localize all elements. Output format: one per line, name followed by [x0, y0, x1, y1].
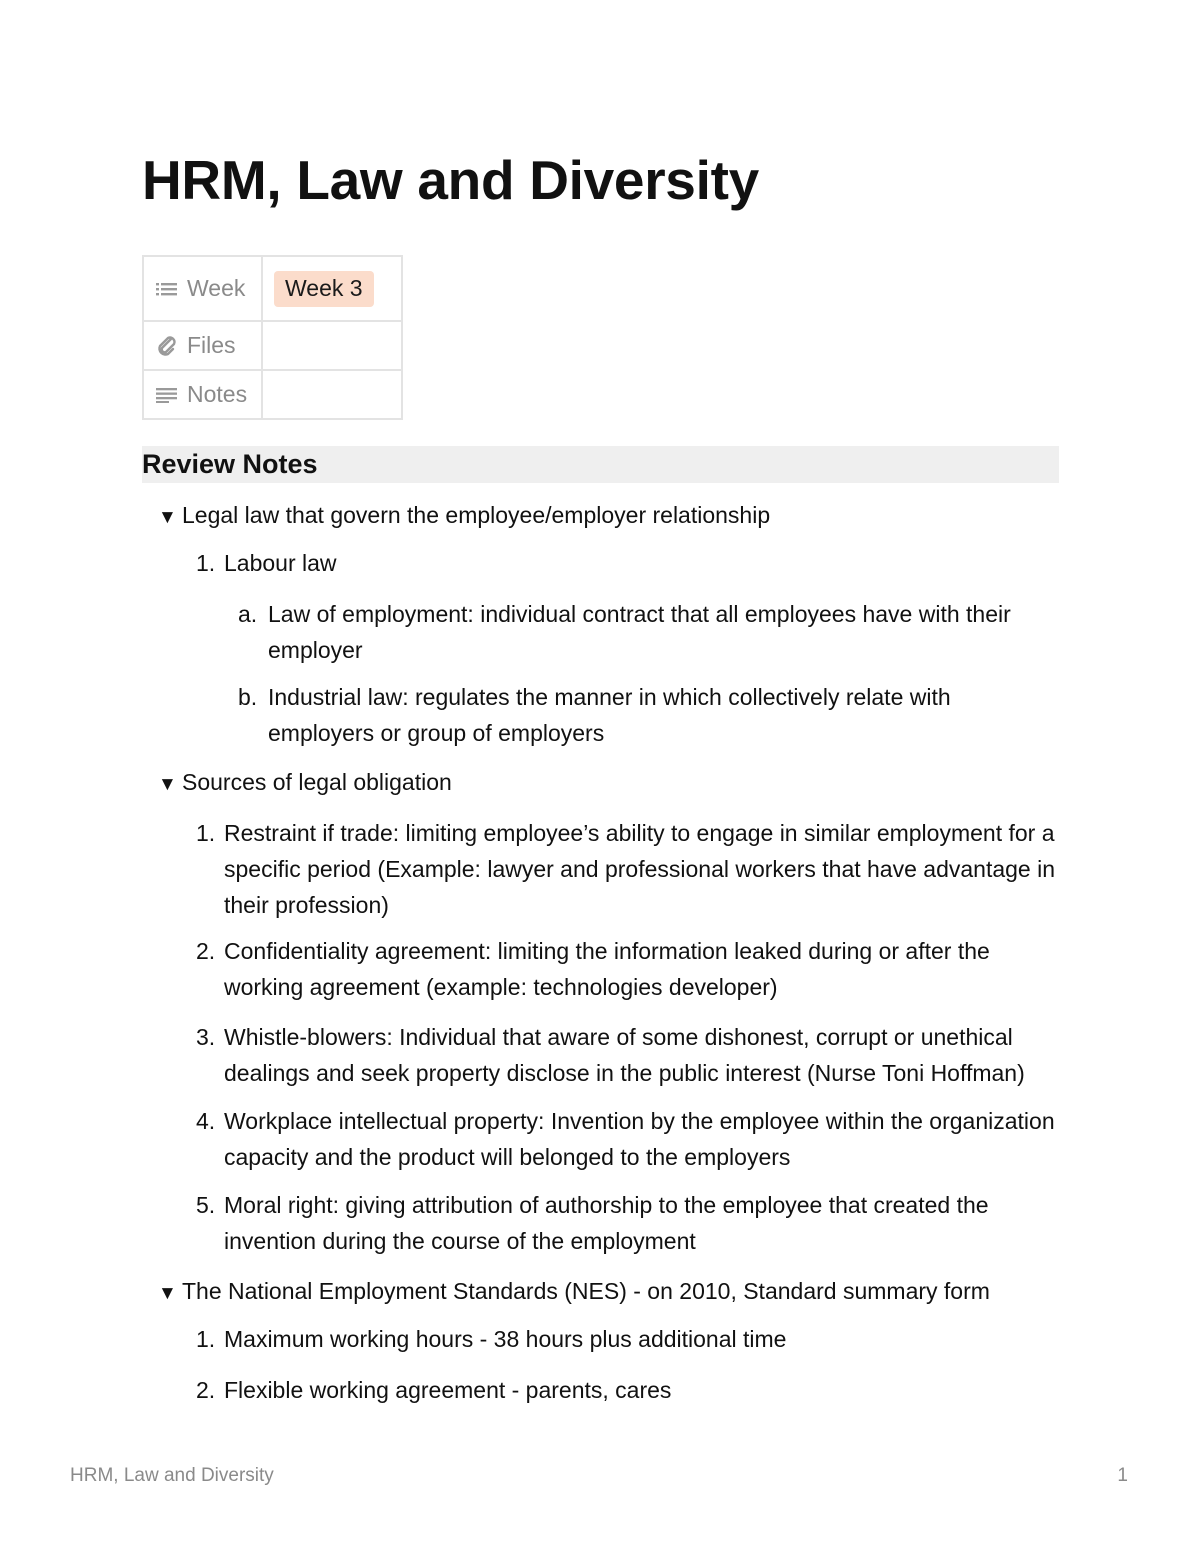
- list-icon: [156, 281, 178, 297]
- list-item-text: Flexible working agreement - parents, cares: [224, 1377, 672, 1403]
- list-item: [196, 1372, 1066, 1408]
- toggle-triangle-icon[interactable]: ▼: [158, 774, 177, 795]
- section-heading: Review Notes: [142, 446, 1059, 483]
- list-item: [196, 933, 1066, 1005]
- toggle-label: The National Employment Standards (NES) - on 2010, Standard summary form: [182, 1278, 990, 1304]
- list-item-text: Confidentiality agreement: limiting the information leaked during or after the working agreement (example: technologies developer): [224, 938, 990, 1000]
- paperclip-icon: [156, 335, 178, 357]
- text-lines-icon: [156, 387, 178, 403]
- list-item-text: Restraint if trade: limiting employee’s ability to engage in similar employment for a specific period (Example: lawyer and professional workers that have advantage in their profession): [224, 820, 1055, 918]
- property-label-week: Week: [187, 275, 246, 301]
- list-subitem: [238, 596, 1058, 668]
- list-item-text: Whistle-blowers: Individual that aware of some dishonest, corrupt or unethical dealings and seek property disclose in the public interest (Nurse Toni Hoffman): [224, 1024, 1025, 1086]
- page-number: 1: [1117, 1465, 1128, 1486]
- list-marker: 2.: [196, 938, 216, 964]
- list-marker: 4.: [196, 1108, 216, 1134]
- list-item-text: Moral right: giving attribution of authorship to the employee that created the invention during the course of the employment: [224, 1192, 989, 1254]
- list-item-text: Maximum working hours - 38 hours plus additional time: [224, 1326, 787, 1352]
- toggle-legal-law[interactable]: [158, 497, 770, 536]
- list-marker: 1.: [196, 550, 216, 576]
- properties-table: [142, 255, 403, 420]
- list-marker: a.: [238, 601, 258, 627]
- list-item: [196, 1019, 1066, 1091]
- list-marker: 2.: [196, 1377, 216, 1403]
- notes-value[interactable]: [262, 370, 402, 419]
- list-marker: 3.: [196, 1024, 216, 1050]
- list-item-text: Labour law: [224, 550, 337, 576]
- list-item: [196, 815, 1066, 923]
- property-label-files: Files: [187, 332, 236, 358]
- property-row-notes: [143, 370, 402, 419]
- toggle-triangle-icon[interactable]: ▼: [158, 1283, 177, 1304]
- property-label-notes: Notes: [187, 381, 248, 407]
- toggle-label: Legal law that govern the employee/employer relationship: [182, 502, 771, 528]
- toggle-legal-obligation[interactable]: [158, 764, 452, 803]
- toggle-nes[interactable]: [158, 1273, 990, 1312]
- list-item-text: Workplace intellectual property: Invention by the employee within the organization capacity and the product will belonged to the employers: [224, 1108, 1055, 1170]
- page-title: HRM, Law and Diversity: [142, 149, 759, 211]
- list-item: [196, 1187, 1066, 1259]
- list-item-text: Law of employment: individual contract that all employees have with their employer: [268, 601, 1011, 663]
- list-item: [196, 545, 1066, 581]
- property-row-week: [143, 256, 402, 321]
- list-item: [196, 1103, 1066, 1175]
- toggle-triangle-icon[interactable]: ▼: [158, 507, 177, 528]
- week-tag[interactable]: Week 3: [274, 271, 374, 307]
- list-marker: 1.: [196, 820, 216, 846]
- footer-title: HRM, Law and Diversity: [70, 1465, 274, 1486]
- list-marker: 5.: [196, 1192, 216, 1218]
- list-marker: 1.: [196, 1326, 216, 1352]
- files-value[interactable]: [262, 321, 402, 370]
- list-marker: b.: [238, 684, 258, 710]
- list-subitem: [238, 679, 1058, 751]
- list-item-text: Industrial law: regulates the manner in which collectively relate with employers or group of employers: [268, 684, 951, 746]
- toggle-label: Sources of legal obligation: [182, 769, 452, 795]
- property-row-files: [143, 321, 402, 370]
- list-item: [196, 1321, 1066, 1357]
